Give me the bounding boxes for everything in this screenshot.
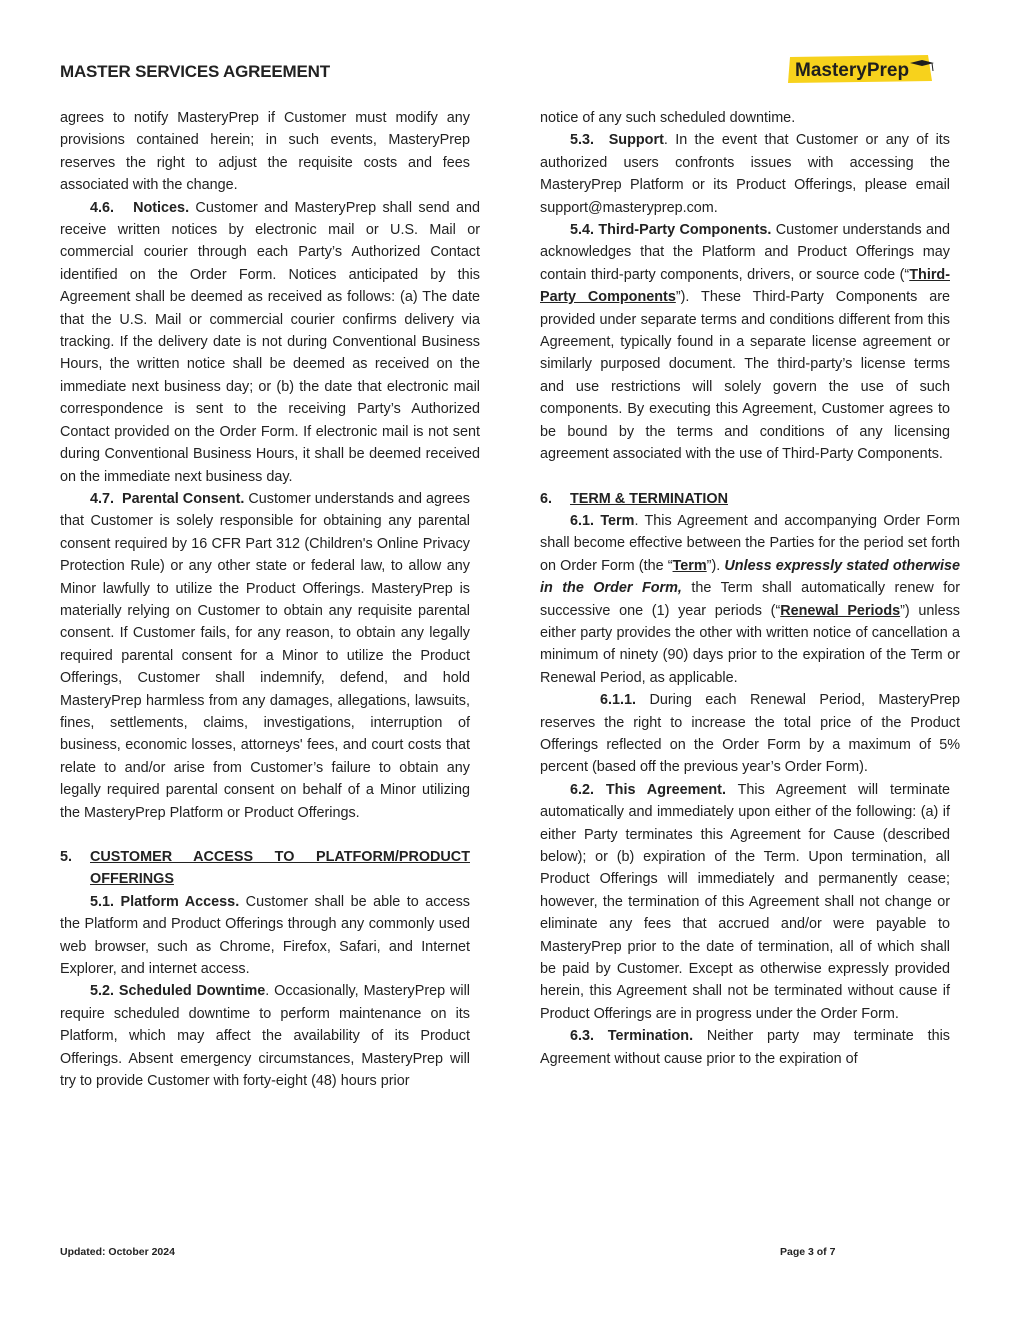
right-column [540,107,960,1070]
section-heading: 4.7. Parental Consent. [90,490,245,507]
section-6-1 [540,510,960,689]
section-body: . This Agreement and accompanying Order Form shall become effective between the Parties for the period set forth on Order Form (the “ [540,512,960,574]
section-4-7 [60,488,470,824]
logo-text: MasteryPrep [795,60,910,81]
footer-updated: Updated: October 2024 [60,1246,175,1258]
section-body: This Agreement will terminate automatically and immediately upon either of the following: (a) if either Party terminates this Agreement for Cause (described below); or (b) expiration of the Term. Upon termination, all Product Offerings will immediately and permanently cease; however, the termination of this Agreement shall not change or eliminate any fees that accrued and/or were payable to MasteryPrep prior to the date of termination, all of which shall be paid by Customer. Except as otherwise expressly provided herein, this Agreement shall not be terminated without cause if Product Offerings are in progress under the Order Form. [540,781,950,1022]
left-column [60,107,480,1092]
section-5-4 [540,219,950,465]
section-heading: 4.6. Notices. [90,199,190,216]
masteryprep-logo [786,54,936,84]
section-number: 5. [60,849,73,865]
section-heading: 6.2. This Agreement. [570,781,726,798]
section-title: CUSTOMER ACCESS TO PLATFORM/PRODUCT OFFERINGS [90,849,470,888]
paragraph-continued: notice of any such scheduled downtime. [540,110,796,126]
section-body: ”) unless either party provides the other with written notice of cancellation a minimum of ninety (90) days prior to the expiration of the Term or Renewal Period, as applicable. [540,602,961,686]
section-6-2 [540,779,950,1025]
section-body: Customer understands and acknowledges that the Platform and Product Offerings may contain third-party components, drivers, or source code (“ [540,222,950,283]
section-heading: 6.1.1. [600,692,637,709]
defined-term: Third-Party Components [540,266,950,306]
section-number: 6. [540,490,553,507]
section-body: . Occasionally, MasteryPrep will require scheduled downtime to perform maintenance on its Platform, which may affect the availability of its Product Offerings. Absent emergency circumstances, MasteryPrep will try to provide Customer with forty-eight (48) hours prior [60,983,470,1090]
section-4-6 [60,197,480,488]
section-heading: 5.4. Third-Party Components. [570,222,772,239]
section-title: TERM & TERMINATION [570,490,729,507]
section-body: ”). These Third-Party Components are provided under separate terms and conditions different from this Agreement, typically found in a separate license agreement or similarly purposed document. The third-party’s license terms and use restrictions will solely govern the use of such components. By executing this Agreement, Customer agrees to be bound by the terms and conditions of any licensing agreement associated with the use of Third-Party Components. [540,289,950,463]
footer-page-number: Page 3 of 7 [780,1246,836,1258]
section-body: the Term shall automatically renew for successive one (1) year periods (“ [540,580,960,619]
section-body: During each Renewal Period, MasteryPrep reserves the right to increase the total price of the Product Offerings reflected on the Order Form by a maximum of 5% percent (based off the previous year’s Order Form). [540,692,960,776]
defined-term: Term [672,557,707,574]
section-6-1-1 [540,689,960,779]
section-heading: 5.1. Platform Access. [90,893,240,910]
section-heading: 5.2. Scheduled Downtime [90,983,266,1000]
section-heading: 6.1. Term [570,512,635,529]
section-5-1 [60,891,470,981]
section-body: Customer shall be able to access the Platform and Product Offerings through any commonly used web browser, such as Chrome, Firefox, Safari, and Internet Explorer, and internet access. [60,893,471,978]
section-body: Customer and MasteryPrep shall send and receive written notices by electronic mail or U.S. Mail or commercial courier through each Party’s Authorized Contact identified on the Order Form. Notices anticipated by this Agreement shall be deemed as received as follows: (a) The date that the U.S. Mail or commercial courier confirms delivery via tracking. If the delivery date is not during Conventional Business Hours, the written notice shall be deemed as received on the immediate next business day; or (b) the date that electronic mail correspondence is sent to the receiving Party’s Authorized Contact provided on the Order Form. If electronic mail is not sent during Conventional Business Hours, it shall be deemed received on the immediate next business day. [60,199,481,485]
section-6-heading [540,488,950,510]
document-title: MASTER SERVICES AGREEMENT [60,62,330,81]
section-5-heading [60,846,470,891]
section-6-3 [540,1025,950,1070]
section-heading: 6.3. Termination. [570,1028,694,1045]
defined-term: Renewal Periods [780,602,901,619]
section-body: Neither party may terminate this Agreement without cause prior to the expiration of [540,1028,950,1067]
section-5-2 [60,980,470,1092]
paragraph-continued: agrees to notify MasteryPrep if Customer must modify any provisions contained herein; in such events, MasteryPrep reserves the right to adjust the requisite costs and fees associated with the change. [60,110,470,194]
section-body: . In the event that Customer or any of its authorized users confronts issues with accessing the MasteryPrep Platform or its Product Offerings, please email support@masteryprep.com. [540,132,950,216]
section-heading: 5.3. Support [570,132,664,149]
section-body: ”). [706,557,725,574]
section-body: Customer understands and agrees that Customer is solely responsible for obtaining any parental consent required by 16 CFR Part 312 (Children's Online Privacy Protection Rule) or any other state or federal law, to allow any Minor lawfully to utilize the Product Offerings. MasteryPrep is materially relying on Customer to obtain any requisite parental consent. If Customer fails, for any reason, to obtain any legally required parental consent for a Minor to utilize the Product Offerings, Customer shall indemnify, defend, and hold MasteryPrep harmless from any damages, allegations, lawsuits, fines, settlements, claims, investigations, interruption of business, economic losses, attorneys' fees, and court costs that relate to and/or arise from Customer’s failure to obtain any legally required parental consent on behalf of a Minor utilizing the MasteryPrep Platform or Product Offerings. [60,490,470,821]
section-5-3 [540,129,950,219]
emphasis-text: Unless expressly stated otherwise in the Order Form, [540,557,961,597]
